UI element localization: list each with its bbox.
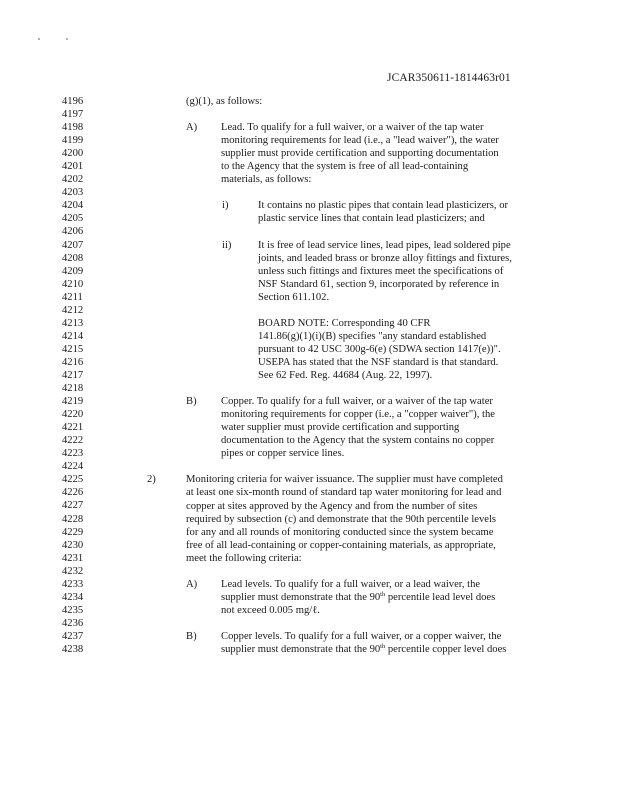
lead-levels-text (221, 578, 495, 617)
lead-waiver-line: to the Agency that the system is free of all lead-containing (221, 161, 469, 173)
lead-levels-text-pre: supplier must demonstrate that the 90 (221, 591, 381, 603)
line-number: 4211 (62, 291, 83, 303)
line-number: 4230 (62, 539, 84, 551)
line-number: 4204 (62, 200, 84, 212)
lead-levels-line: Lead levels. To qualify for a full waiver, or a lead waiver, the (221, 578, 481, 590)
line-number: 4203 (62, 187, 84, 199)
lead-item-i-line: It contains no plastic pipes that contain lead plasticizers, or (258, 200, 509, 212)
lead-waiver-line: materials, as follows: (221, 174, 312, 186)
line-number: 4213 (62, 317, 84, 329)
copper-waiver-line: pipes or copper service lines. (221, 448, 345, 460)
copper-levels-line (221, 643, 506, 656)
copper-waiver-text (221, 395, 495, 460)
lead-levels-line (221, 591, 495, 604)
line-number: 4226 (62, 487, 84, 499)
line-number-column (62, 95, 102, 656)
line-number: 4231 (62, 552, 84, 564)
monitoring-criteria-line: Monitoring criteria for waiver issuance. The supplier must have completed (186, 474, 503, 486)
lead-levels-text-post: percentile lead level does (385, 591, 496, 603)
board-note-line: 141.86(g)(1)(i)(B) specifies "any standard established (258, 330, 487, 342)
line-number: 4217 (62, 369, 84, 381)
line-number: 4228 (62, 513, 84, 525)
line-number: 4216 (62, 356, 84, 368)
lead-waiver-line: supplier must provide certification and supporting documentation (221, 148, 499, 160)
lead-levels-label: A) (186, 578, 198, 590)
line-number: 4208 (62, 252, 84, 264)
document-id-header: JCAR350611-1814463r01 (387, 72, 511, 84)
line-number: 4199 (62, 135, 84, 147)
line-number: 4223 (62, 448, 84, 460)
lead-waiver-text (221, 121, 499, 186)
line-number: 4220 (62, 409, 84, 421)
copper-levels-line: Copper levels. To qualify for a full waiver, or a copper waiver, the (221, 631, 502, 643)
line-number: 4218 (62, 383, 84, 395)
line-number: 4197 (62, 109, 84, 121)
line-number: 4202 (62, 174, 84, 186)
monitoring-criteria-label: 2) (147, 474, 156, 486)
lead-item-ii-line: It is free of lead service lines, lead pipes, lead soldered pipe (258, 239, 511, 251)
line-number: 4222 (62, 435, 84, 447)
line-number: 4237 (62, 630, 84, 642)
copper-waiver-label: B) (186, 396, 197, 408)
copper-levels-text (221, 630, 506, 656)
line-number: 4236 (62, 617, 84, 629)
scan-speck-marks (38, 38, 78, 42)
lead-item-i-text (258, 199, 508, 225)
copper-waiver-line: Copper. To qualify for a full waiver, or a waiver of the tap water (221, 396, 493, 408)
monitoring-criteria-line: at least one six-month round of standard tap water monitoring for lead and (186, 487, 502, 499)
intro-text: (g)(1), as follows: (186, 96, 263, 107)
lead-item-ii-text (258, 239, 512, 304)
line-number: 4205 (62, 213, 84, 225)
line-number: 4210 (62, 278, 84, 290)
copper-waiver-line: water supplier must provide certification and supporting (221, 422, 460, 434)
line-number: 4214 (62, 330, 84, 342)
lead-item-ii-line: unless such fittings and fixtures meet the specifications of (258, 265, 504, 277)
copper-levels-text-post: percentile copper level does (385, 644, 507, 656)
line-number: 4225 (62, 474, 84, 486)
line-number: 4219 (62, 396, 84, 408)
lead-waiver-line: Lead. To qualify for a full waiver, or a waiver of the tap water (221, 122, 484, 134)
board-note-line: BOARD NOTE: Corresponding 40 CFR (258, 317, 431, 329)
line-number: 4235 (62, 604, 84, 616)
line-number: 4234 (62, 591, 84, 603)
lead-item-ii-line: NSF Standard 61, section 9, incorporated by reference in (258, 278, 500, 290)
copper-levels-text-pre: supplier must demonstrate that the 90 (221, 644, 381, 656)
line-number: 4196 (62, 96, 84, 107)
line-number: 4212 (62, 304, 84, 316)
lead-item-ii-line: Section 611.102. (258, 291, 330, 303)
line-number: 4206 (62, 226, 84, 238)
lead-levels-line: not exceed 0.005 mg/ℓ. (221, 604, 320, 616)
line-number: 4233 (62, 578, 84, 590)
line-number: 4207 (62, 239, 84, 251)
copper-waiver-line: documentation to the Agency that the system contains no copper (221, 435, 495, 447)
lead-item-ii-line: joints, and leaded brass or bronze alloy fittings and fixtures, (258, 252, 512, 264)
lead-item-ii-label: ii) (222, 239, 232, 251)
board-note-line: See 62 Fed. Reg. 44684 (Aug. 22, 1997). (258, 370, 433, 382)
line-number: 4198 (62, 122, 84, 134)
ordinal-superscript: th (380, 590, 386, 598)
monitoring-criteria-line: required by subsection (c) and demonstrate that the 90th percentile levels (186, 513, 497, 525)
line-number: 4229 (62, 526, 84, 538)
line-number: 4200 (62, 148, 84, 160)
line-number: 4215 (62, 343, 84, 355)
monitoring-criteria-line: meet the following criteria: (186, 552, 302, 564)
lead-item-i-line: plastic service lines that contain lead plasticizers; and (258, 213, 485, 225)
line-number: 4209 (62, 265, 84, 277)
line-number: 4232 (62, 565, 84, 577)
copper-waiver-line: monitoring requirements for copper (i.e., a "copper waiver"), the (221, 409, 495, 421)
monitoring-criteria-text (186, 473, 503, 564)
board-note-line: USEPA has stated that the NSF standard is that standard. (258, 356, 499, 368)
monitoring-criteria-line: copper at sites approved by the Agency and from the number of sites (186, 500, 478, 512)
board-note-text (258, 317, 501, 382)
line-number: 4224 (62, 461, 84, 473)
copper-levels-label: B) (186, 631, 197, 643)
line-number: 4201 (62, 161, 84, 173)
line-number: 4238 (62, 643, 84, 655)
monitoring-criteria-line: free of all lead-containing or copper-containing materials, as appropriate, (186, 539, 496, 551)
lead-waiver-line: monitoring requirements for lead (i.e., a "lead waiver"), the water (221, 135, 499, 147)
lead-waiver-label: A) (186, 122, 198, 134)
lead-item-i-label: i) (222, 200, 229, 212)
monitoring-criteria-line: for any and all rounds of monitoring conducted since the system became (186, 526, 494, 538)
board-note-line: pursuant to 42 USC 300g-6(e) (SDWA section 1417(e))". (258, 343, 501, 355)
ordinal-superscript: th (380, 643, 386, 651)
line-number: 4221 (62, 422, 84, 434)
line-number: 4227 (62, 500, 84, 512)
